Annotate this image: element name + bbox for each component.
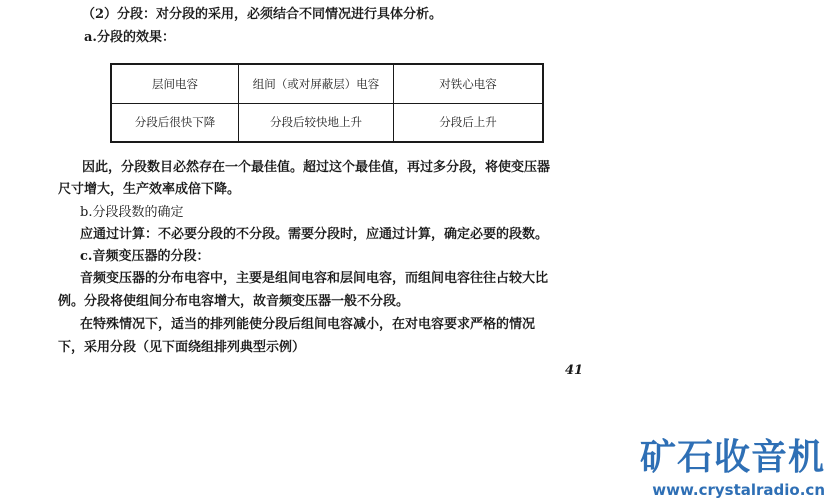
table-cell: 分段后较快地上升: [239, 103, 394, 142]
paragraph-line: 在特殊情况下，适当的排列能使分段后组间电容减小，在对电容要求严格的情况: [80, 317, 536, 332]
paragraph-line: 应通过计算：不必要分段的不分段。需要分段时，应通过计算，确定必要的段数。: [80, 227, 549, 242]
paragraph-line: 例。分段将使组间分布电容增大，故音频变压器一般不分段。: [58, 294, 410, 309]
site-watermark: [640, 438, 825, 500]
table-header-row: [111, 64, 543, 103]
paragraph-line: 因此，分段数目必然存在一个最佳值。超过这个最佳值，再过多分段，将使变压器: [82, 160, 551, 175]
sub-heading-c: c.音频变压器的分段：: [80, 249, 210, 264]
sub-heading-a: a.分段的效果：: [84, 30, 175, 45]
paragraph-line: 音频变压器的分布电容中，主要是组间电容和层间电容，而组间电容往往占较大比: [80, 271, 549, 286]
paragraph-line: 尺寸增大，生产效率成倍下降。: [58, 182, 241, 197]
table-cell: 层间电容: [111, 64, 239, 103]
table-cell: 对铁心电容: [394, 64, 544, 103]
table-cell: 分段后上升: [394, 103, 544, 142]
table-row: [111, 103, 543, 142]
watermark-title: 矿石收音机: [639, 437, 825, 478]
section-heading: （2）分段：对分段的采用，必须结合不同情况进行具体分析。: [82, 7, 443, 22]
segmentation-effects-table: [110, 63, 544, 143]
page-number: 41: [565, 363, 584, 378]
sub-heading-b: b.分段段数的确定: [80, 205, 184, 220]
table-cell: 分段后很快下降: [111, 103, 239, 142]
table-cell: 组间（或对屏蔽层）电容: [239, 64, 394, 103]
watermark-url: www.crystalradio.cn: [652, 481, 825, 499]
paragraph-line: 下，采用分段（见下面绕组排列典型示例）: [58, 340, 306, 355]
